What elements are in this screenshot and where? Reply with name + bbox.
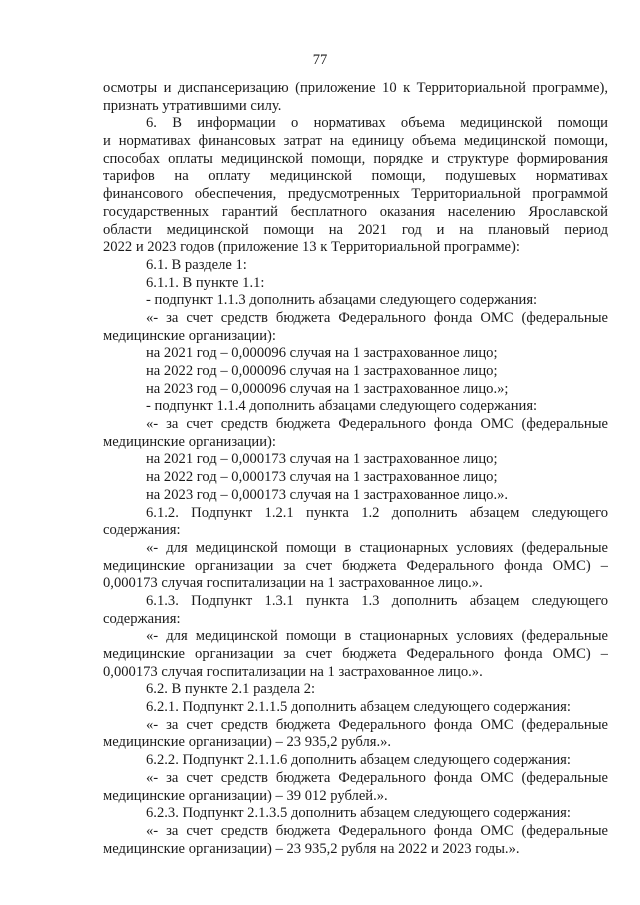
text-line: на 2022 год – 0,000096 случая на 1 застрахованное лицо; bbox=[146, 363, 498, 379]
text-line: «- для медицинской помощи в стационарных условиях (федеральные bbox=[146, 539, 608, 556]
text-line: 6.2. В пункте 2.1 раздела 2: bbox=[146, 681, 316, 698]
text-line: на 2023 год – 0,000096 случая на 1 застрахованное лицо.»; bbox=[146, 380, 509, 397]
text-line: 2022 и 2023 годов (приложение 13 к Территориальной программе): bbox=[103, 239, 520, 256]
text-line: медицинские организации за счет бюджета Федерального фонда ОМС) – bbox=[103, 646, 608, 662]
text-line: «- за счет средств бюджета Федерального фонда ОМС (федеральные bbox=[146, 822, 608, 839]
text-line: «- за счет средств бюджета Федерального фонда ОМС (федеральные bbox=[146, 716, 608, 733]
text-line: содержания: bbox=[103, 522, 181, 539]
text-line: - подпункт 1.1.4 дополнить абзацами следующего содержания: bbox=[146, 398, 538, 415]
text-line: на 2023 год – 0,000173 случая на 1 застрахованное лицо.». bbox=[146, 486, 509, 503]
text-line: медицинские организации) – 23 935,2 рубля на 2022 и 2023 годы.». bbox=[103, 840, 520, 857]
text-line: «- за счет средств бюджета Федерального фонда ОМС (федеральные bbox=[146, 769, 608, 786]
text-line: на 2022 год – 0,000173 случая на 1 застрахованное лицо; bbox=[146, 469, 498, 486]
text-line: 6.1.3. Подпункт 1.3.1 пункта 1.3 дополнить абзацем следующего bbox=[146, 592, 608, 609]
text-line: медицинские организации): bbox=[103, 433, 276, 450]
text-line: на 2021 год – 0,000173 случая на 1 застрахованное лицо; bbox=[146, 451, 498, 468]
page-number: 77 bbox=[312, 52, 328, 68]
text-line: и нормативах финансовых затрат на единицу объема медицинской помощи, bbox=[103, 133, 608, 150]
text-line: тарифов на оплату медицинской помощи, подушевых нормативах bbox=[103, 168, 608, 185]
text-line: «- за счет средств бюджета Федерального фонда ОМС (федеральные bbox=[146, 309, 608, 326]
text-line: 6.1.1. В пункте 1.1: bbox=[146, 274, 265, 291]
text-line: содержания: bbox=[103, 610, 181, 627]
text-line: медицинские организации) – 39 012 рублей.». bbox=[103, 787, 388, 804]
text-line: медицинские организации): bbox=[103, 327, 276, 344]
text-line: «- для медицинской помощи в стационарных условиях (федеральные bbox=[146, 628, 608, 645]
text-line: 6.1. В разделе 1: bbox=[146, 256, 247, 273]
text-line: на 2021 год – 0,000096 случая на 1 застрахованное лицо; bbox=[146, 345, 498, 362]
text-line: государственных гарантий бесплатного оказания населению Ярославской bbox=[103, 203, 608, 220]
text-line: - подпункт 1.1.3 дополнить абзацами следующего содержания: bbox=[146, 292, 538, 309]
text-line: осмотры и диспансеризацию (приложение 10 к Территориальной программе), bbox=[103, 80, 608, 96]
text-line: 6.2.3. Подпункт 2.1.3.5 дополнить абзацем следующего содержания: bbox=[146, 805, 571, 822]
text-line: 6.1.2. Подпункт 1.2.1 пункта 1.2 дополнить абзацем следующего bbox=[146, 504, 608, 521]
text-line: финансового обеспечения, предусмотренных Территориальной программой bbox=[103, 186, 608, 203]
text-line: 0,000173 случая госпитализации на 1 застрахованное лицо.». bbox=[103, 663, 483, 680]
text-line: медицинские организации) – 23 935,2 рубля.». bbox=[103, 734, 392, 751]
text-line: признать утратившими силу. bbox=[103, 97, 282, 114]
text-line: 6.2.2. Подпункт 2.1.1.6 дополнить абзацем следующего содержания: bbox=[146, 752, 571, 769]
text-line: 0,000173 случая госпитализации на 1 застрахованное лицо.». bbox=[103, 575, 483, 592]
text-line: «- за счет средств бюджета Федерального фонда ОМС (федеральные bbox=[146, 416, 608, 433]
text-line: области медицинской помощи на 2021 год и на плановый период bbox=[103, 221, 608, 238]
text-line: 6.2.1. Подпункт 2.1.1.5 дополнить абзацем следующего содержания: bbox=[146, 699, 571, 716]
text-line: способах оплаты медицинской помощи, порядке и структуре формирования bbox=[103, 150, 608, 167]
document-body bbox=[103, 80, 608, 858]
text-line: медицинские организации за счет бюджета Федерального фонда ОМС) – bbox=[103, 557, 608, 574]
text-line: 6. В информации о нормативах объема медицинской помощи bbox=[146, 115, 608, 132]
